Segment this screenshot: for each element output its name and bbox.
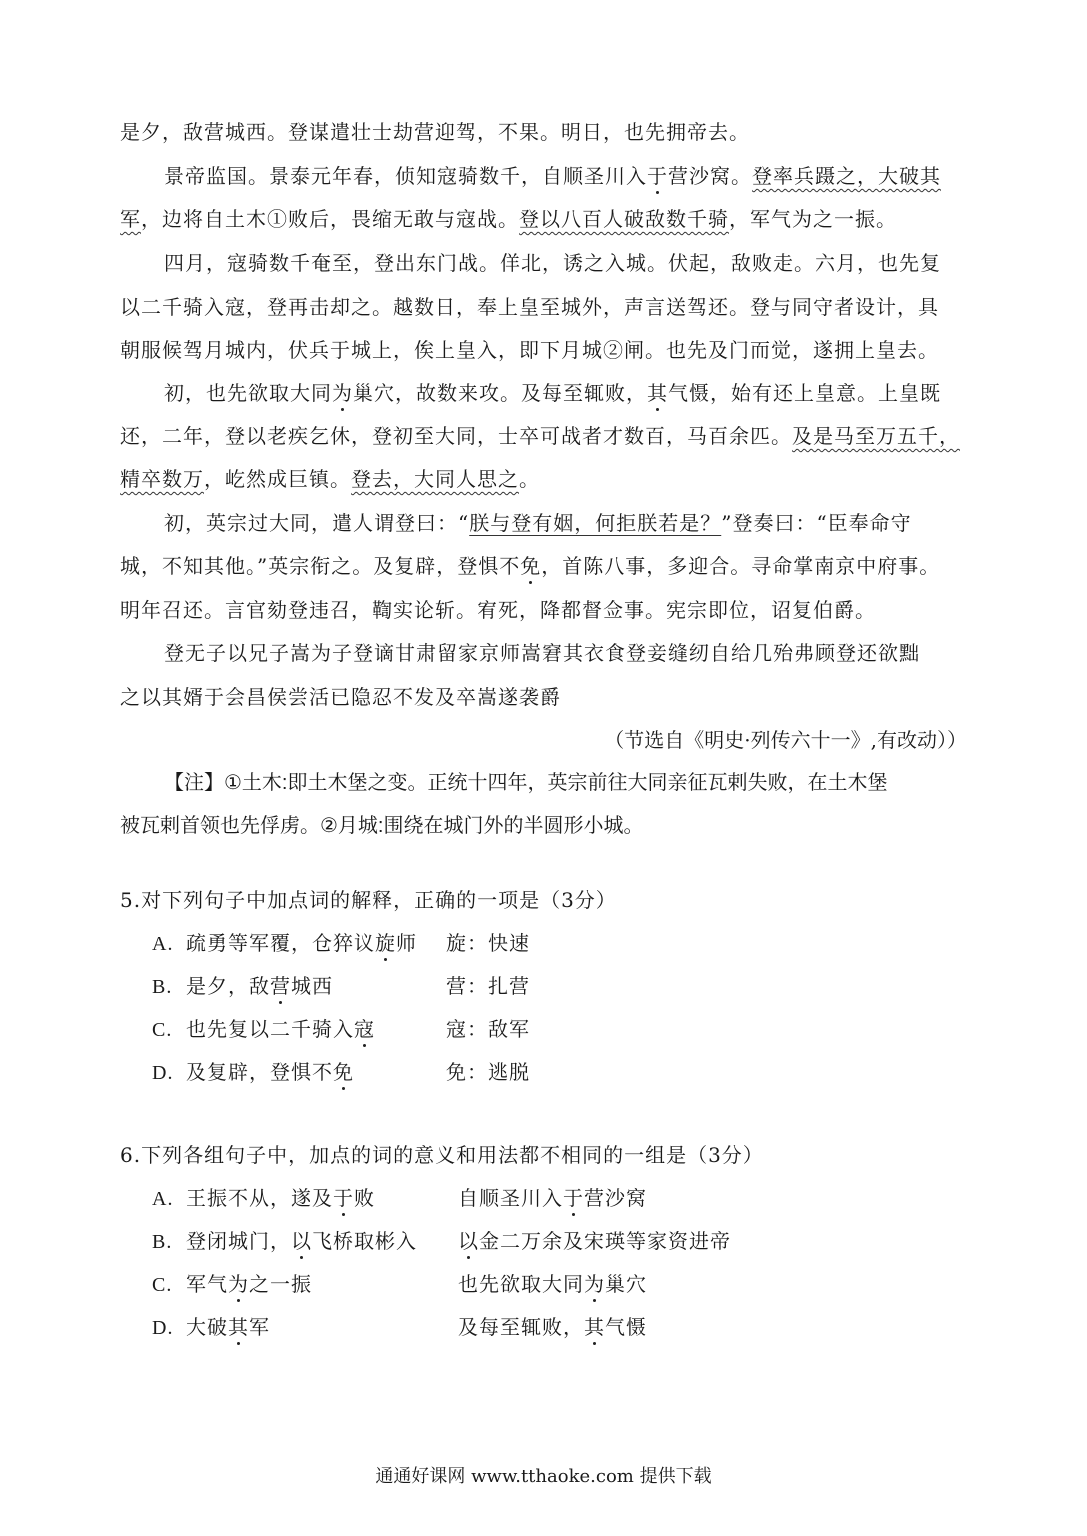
- page-footer: 通通好课网 www.tthaoke.com 提供下载: [375, 1466, 712, 1487]
- wavy-underlined-text: 精卒数万: [120, 467, 204, 491]
- passage-line: 之以其婿于会昌侯尝活已隐忍不发及卒嵩遂袭爵: [120, 685, 561, 709]
- wavy-underlined-text: 登以八百人破敌数千骑: [519, 207, 729, 231]
- emphasis-dot-char: 免: [520, 554, 542, 578]
- wavy-underlined-text: 及是马至万五千，: [792, 424, 960, 448]
- question-6-option-a[interactable]: A. 王振不从，遂及于败: [152, 1186, 375, 1210]
- question-6-option-d[interactable]: D. 大破其军: [152, 1315, 270, 1339]
- passage-line: 精卒数万，屹然成巨镇。登去，大同人思之。: [120, 467, 540, 491]
- question-5-title: 5.对下列句子中加点词的解释，正确的一项是（3分）: [120, 888, 617, 912]
- passage-line: 景帝监国。景泰元年春，侦知寇骑数千，自顺圣川入于营沙窝。登率兵蹑之，大破其: [164, 164, 941, 188]
- annotation-note: 【注】①土木:即土木堡之变。正统十四年，英宗前往大同亲征瓦剌失败，在土木堡: [164, 772, 888, 794]
- emphasis-dot-char: 其: [228, 1315, 249, 1339]
- passage-line: 以二千骑入寇，登再击却之。越数日，奉上皇至城外，声言送驾还。登与同守者设计，具: [120, 295, 939, 319]
- passage-line: 初，也先欲取大同为巢穴，故数来攻。及每至辄败，其气慑，始有还上皇意。上皇既: [164, 381, 941, 405]
- emphasis-dot-char: 寇: [354, 1017, 375, 1041]
- passage-line: 初，英宗过大同，遣人谓登曰：“朕与登有姻，何拒朕若是？”登奏曰：“臣奉命守: [164, 511, 912, 535]
- emphasis-dot-char: 免: [333, 1060, 354, 1084]
- passage-line: 四月，寇骑数千奄至，登出东门战。佯北，诱之入城。伏起，敌败走。六月，也先复: [164, 251, 941, 275]
- source-citation: （节选自《明史·列传六十一》,有改动））: [604, 728, 967, 752]
- emphasis-dot-char: 营: [270, 974, 291, 998]
- emphasis-dot-char: 其: [647, 381, 668, 405]
- underlined-text: 朕与登有姻，何拒朕若是？: [469, 511, 722, 535]
- emphasis-dot-char: 其: [584, 1315, 605, 1339]
- option-explanation: 免：逃脱: [446, 1060, 530, 1084]
- passage-line: 军，边将自土木①败后，畏缩无敢与寇战。登以八百人破敌数千骑，军气为之一振。: [120, 207, 897, 231]
- emphasis-dot-char: 为: [584, 1272, 605, 1296]
- question-5-option-b[interactable]: B. 是夕，敌营城西: [152, 974, 333, 998]
- question-5-option-d[interactable]: D. 及复辟，登惧不免: [152, 1060, 354, 1084]
- passage-line: 是夕，敌营城西。登谋遣壮士劫营迎驾，不果。明日，也先拥帝去。: [120, 120, 750, 144]
- emphasis-dot-char: 于: [333, 1186, 354, 1210]
- question-6-option-b[interactable]: B. 登闭城门，以飞桥取彬入: [152, 1229, 417, 1253]
- emphasis-dot-char: 为: [228, 1272, 249, 1296]
- passage-line: 还，二年，登以老疾乞休，登初至大同，士卒可战者才数百，马百余匹。及是马至万五千，: [120, 424, 960, 448]
- annotation-note: 被瓦剌首领也先俘虏。②月城:围绕在城门外的半圆形小城。: [120, 815, 644, 837]
- emphasis-dot-char: 以: [291, 1229, 312, 1253]
- option-explanation: 营：扎营: [446, 974, 530, 998]
- emphasis-dot-char: 以: [458, 1229, 479, 1253]
- passage-line: 朝服候驾月城内，伏兵于城上，俟上皇入，即下月城②闸。也先及门而觉，遂拥上皇去。: [120, 338, 939, 362]
- emphasis-dot-char: 于: [647, 164, 668, 188]
- emphasis-dot-char: 为: [332, 381, 353, 405]
- question-5-option-a[interactable]: A. 疏勇等军覆，仓猝议旋师: [152, 931, 417, 955]
- option-comparison-sentence: 以金二万余及宋瑛等家资进帝: [458, 1229, 731, 1253]
- option-comparison-sentence: 也先欲取大同为巢穴: [458, 1272, 647, 1296]
- option-comparison-sentence: 及每至辄败，其气慑: [458, 1315, 647, 1339]
- question-6-title: 6.下列各组句子中，加点的词的意义和用法都不相同的一组是（3分）: [120, 1143, 764, 1167]
- option-explanation: 旋：快速: [446, 931, 530, 955]
- passage-line: 城，不知其他。”英宗衔之。及复辟，登惧不免，首陈八事，多迎合。寻命掌南京中府事。: [120, 554, 941, 578]
- wavy-underlined-text: 登去，大同人思之: [351, 467, 519, 491]
- question-5-option-c[interactable]: C. 也先复以二千骑入寇: [152, 1017, 375, 1041]
- passage-line: 明年召还。言官劾登违召，鞫实论斩。宥死，降都督佥事。宪宗即位，诏复伯爵。: [120, 598, 876, 622]
- wavy-underlined-text: 军: [120, 207, 141, 231]
- wavy-underlined-text: 登率兵蹑之，大破其: [752, 164, 941, 188]
- option-explanation: 寇：敌军: [446, 1017, 530, 1041]
- emphasis-dot-char: 旋: [375, 931, 396, 955]
- emphasis-dot-char: 于: [563, 1186, 584, 1210]
- question-6-option-c[interactable]: C. 军气为之一振: [152, 1272, 312, 1296]
- passage-line: 登无子以兄子嵩为子登谪甘肃留家京师嵩窘其衣食登妾缝纫自给几殆弗顾登还欲黜: [164, 641, 920, 665]
- option-comparison-sentence: 自顺圣川入于营沙窝: [458, 1186, 647, 1210]
